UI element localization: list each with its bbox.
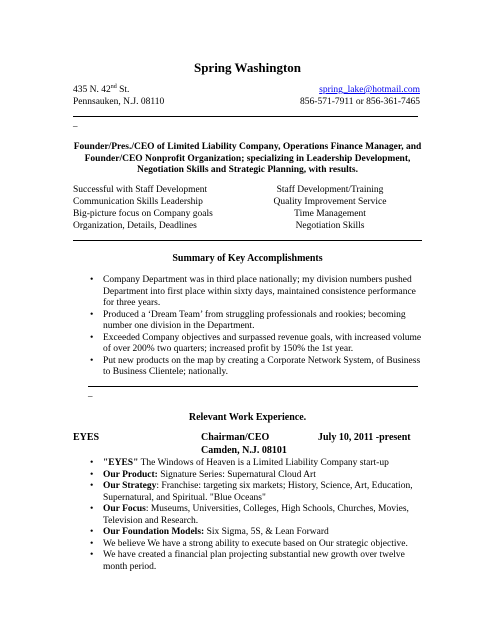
experience-item-label: Our Strategy xyxy=(103,481,157,491)
street-ordinal: nd xyxy=(110,83,117,90)
experience-item xyxy=(87,458,427,470)
experience-item-label: "EYES" xyxy=(103,458,139,468)
job-role: Chairman/CEO xyxy=(201,432,270,443)
accomplishments-list xyxy=(87,275,427,379)
experience-item xyxy=(87,550,427,573)
experience-item-text: : Franchise: targeting six markets; History, Science, Art, Education, Supernatural, and Spiritual. "Blue Oceans" xyxy=(103,481,413,503)
experience-item xyxy=(87,527,427,539)
job-date: July 10, 2011 -present xyxy=(318,432,411,443)
skill-left-4: Organization, Details, Deadlines xyxy=(73,221,197,231)
objective-statement: Founder/Pres./CEO of Limited Liability Company, Operations Finance Manager, and Founder/CEO Nonprofit Organization; specializing in Leadership Development, Negotiation Skills and Strategic Planning, with results. xyxy=(73,142,422,175)
experience-list xyxy=(87,458,427,573)
experience-item xyxy=(87,481,427,504)
accomplishment-item: • Company Department was in third place nationally; my division numbers pushed Department into first place within sixty days, maintained consistence performance for three years. xyxy=(87,275,427,310)
street-number: 435 N. 42 xyxy=(73,85,111,95)
experience-title: Relevant Work Experience. xyxy=(188,412,307,423)
skill-left-2: Communication Skills Leadership xyxy=(73,197,203,207)
job-location: Camden, N.J. 08101 xyxy=(201,445,287,456)
experience-item xyxy=(87,539,427,551)
experience-item-text: We have created a financial plan projecting substantial new growth over twelve month period. xyxy=(103,550,405,572)
skill-right-1: Staff Development/Training xyxy=(276,185,384,195)
divider-mark: – xyxy=(88,391,93,401)
company-name: EYES xyxy=(73,432,100,443)
email-link[interactable]: spring_lake@hotmail.com xyxy=(319,85,420,95)
experience-item-text: The Windows of Heaven is a Limited Liability Company start-up xyxy=(138,458,389,468)
experience-item xyxy=(87,504,427,527)
header-divider xyxy=(73,116,418,117)
experience-item-text: Signature Series: Supernatural Cloud Art xyxy=(157,469,316,480)
candidate-name: Spring Washington xyxy=(193,60,302,75)
phone-numbers: 856-571-7911 or 856-361-7465 xyxy=(300,97,420,107)
skill-right-4: Negotiation Skills xyxy=(295,221,365,231)
experience-item-label: Our Focus xyxy=(103,504,146,514)
accomplishment-item: • Put new products on the map by creating a Corporate Network System, of Business to Business Clientele; nationally. xyxy=(87,356,427,379)
divider-mark: – xyxy=(73,121,78,131)
skill-right-2: Quality Improvement Service xyxy=(273,197,387,207)
experience-item-label: Our Foundation Models: xyxy=(103,527,205,537)
experience-item-text: : Museums, Universities, Colleges, High Schools, Churches, Movies, Television and Research. xyxy=(103,504,409,526)
address-city: Pennsauken, N.J. 08110 xyxy=(73,97,165,107)
skill-left-1: Successful with Staff Development xyxy=(73,185,208,195)
experience-item-text: Six Sigma, 5S, & Lean Forward xyxy=(204,527,329,537)
experience-item-text: We believe We have a strong ability to execute based on Our strategic objective. xyxy=(103,538,408,549)
address-street xyxy=(73,84,129,96)
accomplishments-title: Summary of Key Accomplishments xyxy=(172,253,323,264)
skill-right-3: Time Management xyxy=(294,209,366,219)
accomplishment-item: • Produced a ‘Dream Team’ from struggling professionals and rookies; becoming number one division in the Department. xyxy=(87,310,427,333)
street-suffix: St. xyxy=(116,85,130,95)
experience-item-label: Our Product: xyxy=(103,469,158,480)
experience-item xyxy=(87,470,427,482)
accomplishment-item: • Exceeded Company objectives and surpassed revenue goals, with increased volume of over 200% two quarters; increased profit by 150% the 1st year. xyxy=(87,333,427,356)
accomplishments-divider xyxy=(88,386,418,387)
skill-left-3: Big-picture focus on Company goals xyxy=(73,209,213,219)
skills-divider xyxy=(73,240,422,241)
